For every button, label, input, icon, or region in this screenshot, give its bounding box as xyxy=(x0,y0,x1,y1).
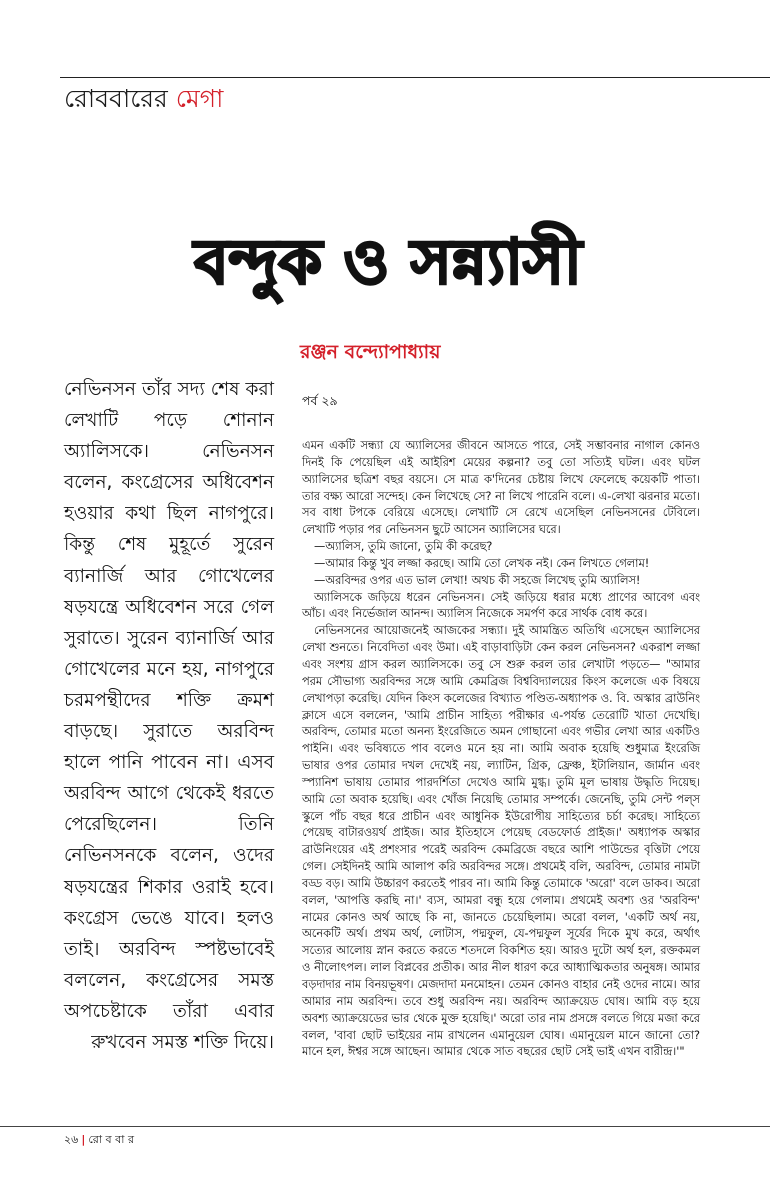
paragraph: নেভিনসনের আয়োজনেই আজকের সন্ধ্যা। দুই আমন্ত্রিত অতিথি এসেছেন অ্যালিসের লেখা শুনতে। নিবেদিতা এবং উমা। এই বাড়াবাড়িটা কেন করল নেভিনসন? একরাশ লজ্জা এবং সংশয় গ্রাস করল অ্যালিসকে। তবু সে শুরু করল তার লেখাটা পড়তে— "আমার পরম সৌভাগ্য অরবিন্দর সঙ্গে আমি কেমব্রিজ বিশ্ববিদ্যালয়ের কিংস কলেজে এক বিষয়ে লেখাপড়া করেছি। যেদিন কিংস কলেজের বিখ্যাত পণ্ডিত-অধ্যাপক ও. বি. অস্কার ব্রাউনিং ক্লাসে এসে বললেন, 'আমি প্রাচীন সাহিত্য পরীক্ষার এ-পর্যন্ত তেরোটি খাতা দেখেছি। অরবিন্দ, তোমার মতো অনন্য ইংরেজিতে অমন গোছানো এবং গভীর লেখা আর একটিও পাইনি। এবং ভবিষ্যতে পাব বলেও মনে হয় না। আমি অবাক হয়েছি শুধুমাত্র ইংরেজি ভাষার ওপর তোমার দখল দেখেই নয়, ল্যাটিন, গ্রিক, ফ্রেঞ্চ, ইটালিয়ান, জার্মান এবং স্প্যানিশ ভাষায় তোমার পারদর্শিতা দেখেও আমি মুগ্ধ। তুমি মূল ভাষায় উদ্ধৃতি দিয়েছ। আমি তো অবাক হয়েছি। এবং খোঁজ নিয়েছি তোমার সম্পর্কে। জেনেছি, তুমি সেন্ট পল্‌স স্কুলে পাঁচ বছর ধরে প্রাচীন এবং আধুনিক ইউরোপীয় সাহিত্যের চর্চা করেছ। সাহিত্যে পেয়েছ বাটারওয়র্থ প্রাইজ। আর ইতিহাসে পেয়েছ বেডফোর্ড প্রাইজ।' অধ্যাপক অস্কার ব্রাউনিংয়ের এই প্রশংসার পরেই অরবিন্দ কেমব্রিজে বছরে আশি পাউন্ডের বৃত্তিটা পেয়ে গেল। সেইদিনই আমি আলাপ করি অরবিন্দর সঙ্গে। প্রথমেই বলি, অরবিন্দ, তোমার নামটা বড্ড বড়। আমি উচ্চারণ করতেই পারব না। আমি কিন্তু তোমাকে 'অরো' বলে ডাকব। অরো বলল, 'আপত্তি করছি না।' ব্যস, আমরা বন্ধু হয়ে গেলাম। প্রথমেই অবশ্য ওর 'অরবিন্দ' নামের কোনও অর্থ আছে কি না, জানতে চেয়েছিলাম। অরো বলল, 'একটি অর্থ নয়, অনেকটি অর্থ। প্রথম অর্থ, লোটাস, পদ্মফুল, যে-পদ্মফুল সূর্যের দিকে মুখ করে, অর্থাৎ সত্যের আলোয় স্নান করতে করতে শতদলে বিকশিত হয়। আরও দুটো অর্থ হল, রক্তকমল ও নীলোৎপল। লাল বিপ্লবের প্রতীক। আর নীল ধারণ করে আধ্যাত্মিকতার অনুষঙ্গ। আমার বড়দাদার নাম বিনয়ভূষণ। মেজদাদা মনমোহন। তেমন কোনও বাহার নেই ওদের নামে। আর আমার নাম অরবিন্দ। তবে শুধু অরবিন্দ নয়। অরবিন্দ অ্যাক্রয়েড ঘোষ। আমি বড় হয়ে অবশ্য অ্যাক্রয়েডের ভার থেকে মুক্ত হয়েছি।' অরো তার নাম প্রসঙ্গে বলতে গিয়ে মজা করে বলল, 'বাবা ছোট ভাইয়ের নাম রাখলেন এমানুয়েল ঘোষ। এমানুয়েল মানে জানো তো? মানে হল, ঈশ্বর সঙ্গে আছেন। আমার থেকে সাত বছরের ছোট সেই ভাই এখন বারীন্দ্র।'" xyxy=(302,624,700,1059)
bottom-rule xyxy=(0,1126,770,1127)
page-footer xyxy=(64,1131,134,1150)
title-calligraphy xyxy=(194,205,582,315)
paragraph: অ্যালিসকে জড়িয়ে ধরেন নেভিনসন। সেই জড়িয়ে ধরার মধ্যে প্রাণের আবেগ এবং আঁচ। এবং নির্ভেজাল আনন্দ। অ্যালিস নিজেকে সমর্পণ করে সার্থক বোধ করে। xyxy=(302,590,700,621)
dialogue-line: —অ্যালিস, তুমি জানো, তুমি কী করেছ? xyxy=(314,540,493,554)
author-name: রঞ্জন বন্দ্যোপাধ্যায় xyxy=(300,341,441,363)
title-text: বন্দুক ও সন্ন্যাসী xyxy=(194,225,582,298)
section-header-part2: মেগা xyxy=(175,84,224,113)
article-body xyxy=(302,438,700,1061)
page-number: ২৬ xyxy=(64,1133,79,1146)
dialogue-line: —অরবিন্দর ওপর এত ভাল লেখা! অথচ কী সহজে লিখেছ তুমি অ্যালিস! xyxy=(314,573,641,587)
top-rule xyxy=(60,77,770,78)
part-label: পর্ব ২৯ xyxy=(302,393,338,408)
dialogue-line: —আমার কিন্তু খুব লজ্জা করছে। আমি তো লেখক নই। কেন লিখতে গেলাম! xyxy=(314,556,650,570)
section-header xyxy=(64,82,223,116)
magazine-name: রো ব বা র xyxy=(88,1133,135,1146)
section-header-part1: রোববারের xyxy=(64,84,168,113)
footer-separator: | xyxy=(81,1133,86,1146)
paragraph: এমন একটি সন্ধ্যা যে অ্যালিসের জীবনে আসতে পারে, সেই সম্ভাবনার নাগাল কোনও দিনই কি পেয়েছিল এই আইরিশ মেয়ের কল্পনা? তবু তো সত্যিই ঘটল। এবং ঘটল অ্যালিসের ছত্রিশ বছর বয়সে। সে মাত্র ক'দিনের চেষ্টায় লিখে ফেলেছে কয়েকটি পাতা। তার বক্ষ্য আরো সন্দেহ। কেন লিখেছে সে? না লিখে পারেনি বলে। এ-লেখা ঝরনার মতো। সব বাধা টপকে বেরিয়ে এসেছে। লেখাটি সে রেখে এসেছিল নেভিনসনের টেবিলে। লেখাটি পড়ার পর নেভিনসন ছুটে আসেন অ্যালিসের ঘরে। xyxy=(302,439,700,537)
pull-quote: নেভিনসন তাঁর সদ্য শেষ করা লেখাটি পড়ে শোনান অ্যালিসকে। নেভিনসন বলেন, কংগ্রেসের অধিবেশন হওয়ার কথা ছিল নাগপুরে। কিন্তু শেষ মুহূর্তে সুরেন ব্যানার্জি আর গোখেলের ষড়যন্ত্রে অধিবেশন সরে গেল সুরাতে। সুরেন ব্যানার্জি আর গোখেলের মনে হয়, নাগপুরে চরমপন্থীদের শক্তি ক্রমশ বাড়ছে। সুরাতে অরবিন্দ হালে পানি পাবেন না। এসব অরবিন্দ আগে থেকেই ধরতে পেরেছিলেন। তিনি নেভিনসনকে বলেন, ওদের ষড়যন্ত্রের শিকার ওরাই হবে। কংগ্রেস ভেঙে যাবে। হলও তাই। অরবিন্দ স্পষ্টভাবেই বললেন, কংগ্রেসের সমস্ত অপচেষ্টাকে তাঁরা এবার রুখবেন সমস্ত শক্তি দিয়ে। xyxy=(64,379,274,1053)
